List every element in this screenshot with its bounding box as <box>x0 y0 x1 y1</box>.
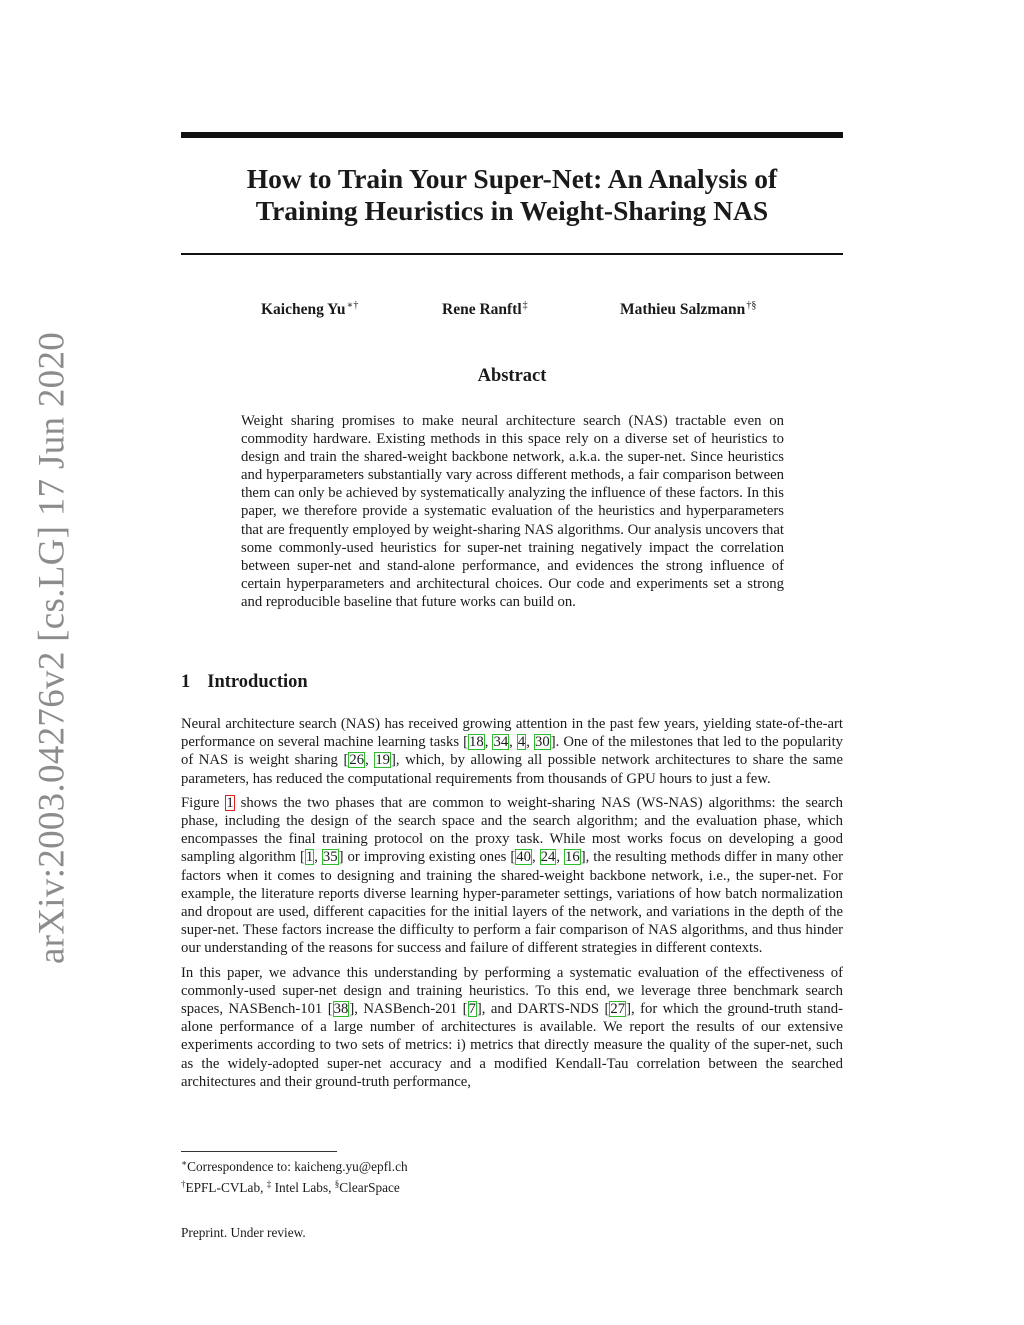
text-run: ], NASBench-201 [ <box>349 1001 468 1018</box>
citation-link[interactable]: 27 <box>610 1001 626 1018</box>
text-run: ]. One of the milestones that led to the popularity of NAS is weight sharing [ <box>181 734 844 769</box>
citation-link[interactable]: 38 <box>333 1001 349 1018</box>
citation-link[interactable]: 24 <box>540 849 556 866</box>
footnote-mark: § <box>334 1178 340 1189</box>
author-mathieu-salzmann <box>620 300 756 319</box>
title-bottom-rule <box>181 253 843 255</box>
footnote-mark: ‡ <box>266 1178 272 1189</box>
citation-link[interactable]: 4 <box>517 734 526 751</box>
text-run: ], and DARTS-NDS [ <box>476 1001 610 1018</box>
author-affiliation-marks: †§ <box>746 300 757 311</box>
citation-link[interactable]: 30 <box>535 734 550 751</box>
footnote-mark: † <box>181 1178 186 1189</box>
citation-link[interactable]: 34 <box>493 734 509 751</box>
text-run: , <box>314 849 322 866</box>
introduction-body <box>181 715 843 1097</box>
text-run: ], the resulting methods differ in many other factors when it comes to designing and training the shared-weight backbone network, i.e., the super-net. For example, the literature reports diverse learning hyper-parameter settings, variations of how batch normalization and dropout are used, different capacities for the initial layers of the network, and variations in the depth of the super-net. These factors increase the difficulty to perform a fair comparison of NAS algorithms, and thus hinder our understanding of the reasons for success and failure of different strategies in different contexts. <box>181 849 844 957</box>
footnote-text: Correspondence to: kaicheng.yu@epfl.ch <box>187 1159 408 1174</box>
section-number: 1 <box>181 672 191 692</box>
footnote-affiliations <box>181 1176 843 1197</box>
author-kaicheng-yu <box>261 300 358 319</box>
text-run: , <box>509 734 517 751</box>
paper-title <box>181 163 843 227</box>
citation-link[interactable]: 26 <box>349 752 365 769</box>
arxiv-stamp: arXiv:2003.04276v2 [cs.LG] 17 Jun 2020 <box>31 331 73 965</box>
footnote-correspondence <box>181 1155 843 1176</box>
author-list <box>181 300 843 322</box>
citation-link[interactable]: 35 <box>322 849 338 866</box>
citation-link[interactable]: 18 <box>469 734 484 751</box>
author-rene-ranftl <box>442 300 528 319</box>
text-run: , <box>365 752 375 769</box>
citation-link[interactable]: 40 <box>516 849 531 866</box>
section-heading-introduction <box>181 672 308 693</box>
footnote-text: ClearSpace <box>339 1179 400 1195</box>
text-run: Figure <box>181 794 226 811</box>
intro-paragraph-1 <box>181 715 843 788</box>
author-name: Rene Ranftl <box>442 301 522 318</box>
title-top-rule <box>181 132 843 138</box>
citation-link[interactable]: 19 <box>375 752 390 769</box>
author-name: Mathieu Salzmann <box>620 301 746 318</box>
text-run: Neural architecture search (NAS) has received growing attention in the past few years, yielding state-of-the-art performance on several machine learning tasks [ <box>181 716 843 751</box>
text-run: ] or improving existing ones [ <box>338 849 516 866</box>
author-name: Kaicheng Yu <box>261 301 346 318</box>
text-run: In this paper, we advance this understanding by performing a systematic evaluation of the effectiveness of commonly-used super-net design and training heuristics. To this end, we leverage three benchmark search spaces, NASBench-101 [ <box>181 964 843 1018</box>
text-run: shows the two phases that are common to weight-sharing NAS (WS-NAS) algorithms: the search phase, including the design of the search space and the search algorithm; and the evaluation phase, which encompasses the final training protocol on the proxy task. While most works focus on developing a good sampling algorithm [ <box>181 794 844 866</box>
footnote-rule <box>181 1151 337 1152</box>
text-run: , <box>484 734 493 751</box>
intro-paragraph-3 <box>181 964 843 1091</box>
author-affiliation-marks: ‡ <box>522 300 528 311</box>
title-line-1: How to Train Your Super-Net: An Analysis of <box>246 163 778 194</box>
footnote-text: EPFL-CVLab, <box>185 1179 267 1195</box>
text-run: ], for which the ground-truth stand-alone performance of a large number of architectures is available. We report the results of our extensive experiments according to two sets of metrics: i) metrics that directly measure the quality of the super-net, such as the widely-adopted super-net accuracy and a modified Kendall-Tau correlation between the searched architectures and their ground-truth performance, <box>181 1001 844 1090</box>
intro-paragraph-2 <box>181 794 843 958</box>
abstract-heading: Abstract <box>477 366 547 386</box>
footnote-text: Intel Labs, <box>271 1179 335 1195</box>
text-run: , <box>556 849 565 866</box>
citation-link[interactable]: 7 <box>468 1001 476 1018</box>
abstract-text: Weight sharing promises to make neural architecture search (NAS) tractable even on commodity hardware. Existing methods in this space rely on a diverse set of heuristics to design and train the shared-weight backbone network, a.k.a. the super-net. Since heuristics and hyperparameters substantially vary across different methods, a fair comparison between them can only be achieved by systematically analyzing the influence of these factors. In this paper, we therefore provide a systematic evaluation of the heuristics and hyperparameters that are frequently employed by weight-sharing NAS algorithms. Our analysis uncovers that some commonly-used heuristics for super-net training negatively impact the correlation between super-net and stand-alone performance, and evidences the strong influence of certain hyperparameters and architectural choices. Our code and experiments set a strong and reproducible baseline that future works can build on. <box>241 413 784 610</box>
figure-reference-link[interactable]: 1 <box>226 794 234 811</box>
title-line-2: Training Heuristics in Weight-Sharing NAS <box>255 195 769 226</box>
author-affiliation-marks: ∗† <box>346 300 359 311</box>
citation-link[interactable]: 16 <box>565 849 580 866</box>
footnote-mark: ∗ <box>181 1158 188 1168</box>
section-title: Introduction <box>207 672 308 692</box>
text-run: , <box>531 849 540 866</box>
text-run: ], which, by allowing all possible network architectures to share the same parameters, has reduced the computational requirements from thousands of GPU hours to just a few. <box>181 752 843 787</box>
citation-link[interactable]: 1 <box>305 849 314 866</box>
text-run: , <box>526 734 534 751</box>
footnotes <box>181 1155 843 1196</box>
preprint-notice: Preprint. Under review. <box>181 1225 306 1240</box>
